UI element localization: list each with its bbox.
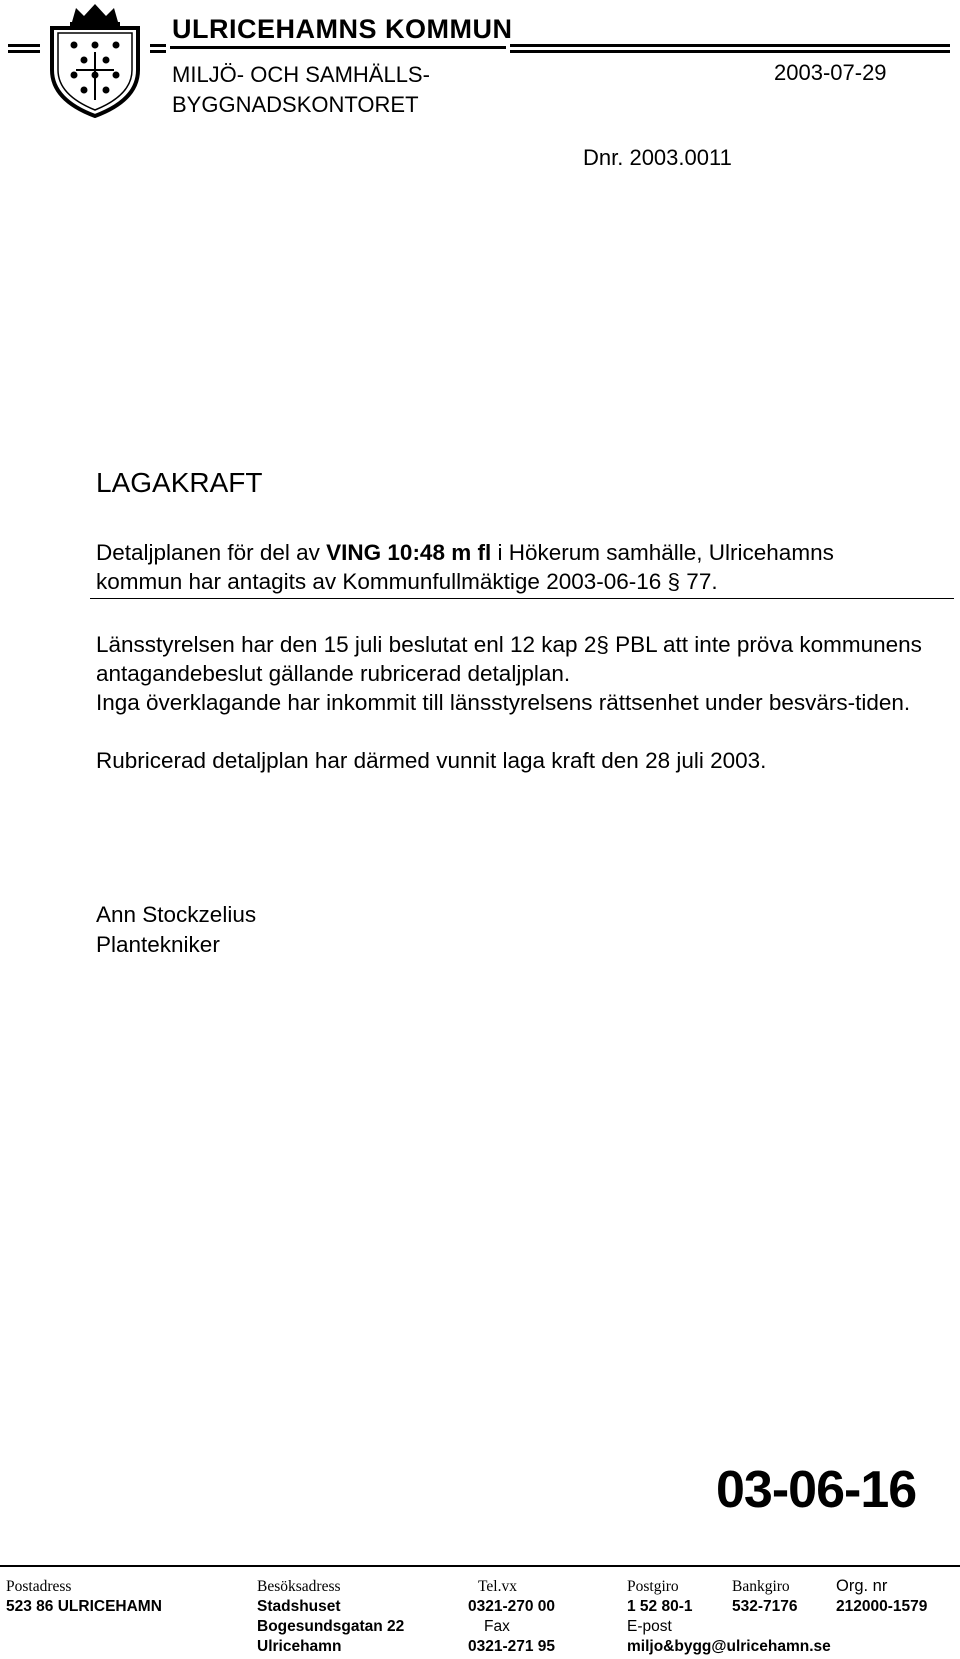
footer-label: Postgiro [627,1578,679,1595]
footer-label: Org. nr [836,1577,888,1595]
footer-value: 0321-270 00 [468,1598,556,1615]
footer-value: Stadshuset [257,1598,341,1615]
header-rule [8,44,40,47]
reference-number: Dnr. 2003.0011 [583,145,732,170]
footer-email: miljo&bygg@ulricehamn.se [627,1638,831,1655]
header-rule [8,50,40,53]
paragraph-adoption [96,538,926,596]
footer-label: Fax [484,1618,510,1635]
footer-value: Bogesundsgatan 22 [257,1618,405,1635]
coat-of-arms-logo [44,0,146,118]
signature-name: Ann Stockzelius [96,902,257,927]
footer-label: Tel.vx [478,1578,517,1595]
signature-title: Plantekniker [96,932,220,957]
paragraph-county-decision: Länsstyrelsen har den 15 juli beslutat enl 12 kap 2§ PBL att inte pröva kommunens antagandebeslut gällande rubricerad detaljplan. [96,632,922,686]
footer-value: 523 86 ULRICEHAMN [6,1598,162,1615]
footer-value: Ulricehamn [257,1638,342,1655]
paragraph-adoption-text: Detaljplanen för del av [96,540,327,565]
page-title: LAGAKRAFT [96,467,263,498]
organization-name: ULRICEHAMNS KOMMUN [172,14,513,44]
paragraph-legal-force: Rubricerad detaljplan har därmed vunnit laga kraft den 28 juli 2003. [96,748,767,773]
footer-value: 1 52 80-1 [627,1598,693,1615]
property-designation: VING 10:48 m fl [326,540,492,565]
divider [90,598,954,599]
paragraph-no-appeals: Inga överklagande har inkommit till länsstyrelsens rättsenhet under besvärs-tiden. [96,690,911,715]
header-rule [510,44,950,47]
header-rule [150,50,166,53]
header-rule [510,50,950,53]
header-rule [170,46,506,49]
header-rule [150,44,166,47]
footer-value: 212000-1579 [836,1598,928,1615]
footer-label: Besöksadress [257,1578,341,1595]
footer-label: Bankgiro [732,1578,790,1595]
stamp-date: 03-06-16 [716,1461,917,1519]
footer-divider [0,1565,960,1567]
footer-value: 532-7176 [732,1598,798,1615]
paragraph-adoption-text: i Hökerum samhälle, Ulricehamns kommun har antagits av Kommunfullmäktige 2003-06-16 § 77. [96,540,834,594]
document-date: 2003-07-29 [774,60,887,85]
footer-value: 0321-271 95 [468,1638,556,1655]
footer-label: Postadress [6,1578,72,1595]
footer-label: E-post [627,1618,672,1635]
department-name: MILJÖ- OCH SAMHÄLLS-BYGGNADSKONTORET [172,62,430,117]
